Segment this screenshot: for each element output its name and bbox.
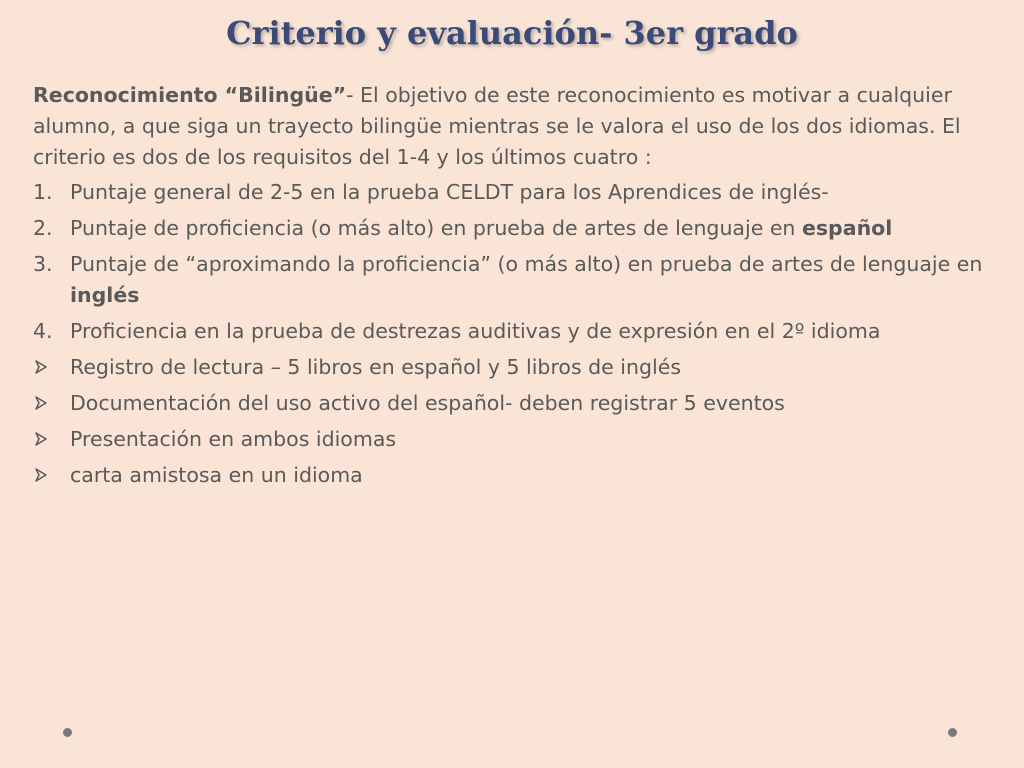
item-bold: inglés bbox=[70, 283, 140, 307]
arrow-bullet-icon bbox=[33, 460, 49, 492]
item-text: Documentación del uso activo del español- deben registrar 5 eventos bbox=[70, 391, 785, 415]
item-bold: español bbox=[801, 216, 893, 240]
numbered-item bbox=[33, 249, 983, 311]
intro-lead: Reconocimiento “Bilingüe” bbox=[33, 83, 347, 107]
intro-text: - El objetivo de este reconocimiento es motivar a cualquier alumno, a que siga un trayecto bilingüe mientras se le valora el uso de los dos idiomas. El criterio es dos de los requisitos del 1-4 y los últimos cuatro : bbox=[33, 83, 961, 169]
slide-title: Criterio y evaluación- 3er grado bbox=[226, 14, 798, 52]
item-number: 3. bbox=[33, 252, 53, 276]
item-text: carta amistosa en un idioma bbox=[70, 463, 363, 487]
item-text: Puntaje de proficiencia (o más alto) en prueba de artes de lenguaje en bbox=[70, 216, 802, 240]
item-text: Puntaje de “aproximando la proficiencia” (o más alto) en prueba de artes de lenguaje en bbox=[70, 252, 983, 276]
item-text: Proficiencia en la prueba de destrezas auditivas y de expresión en el 2º idioma bbox=[70, 319, 881, 343]
item-text: Registro de lectura – 5 libros en español y 5 libros de inglés bbox=[70, 355, 681, 379]
slide-body bbox=[33, 80, 983, 496]
numbered-item bbox=[33, 316, 983, 347]
arrow-bullet-icon bbox=[33, 352, 49, 384]
item-text: Presentación en ambos idiomas bbox=[70, 427, 397, 451]
bullet-item bbox=[33, 460, 983, 491]
decorative-dot-right bbox=[948, 728, 957, 737]
item-number: 1. bbox=[33, 180, 53, 204]
item-text: Puntaje general de 2-5 en la prueba CELDT para los Aprendices de inglés- bbox=[70, 180, 829, 204]
requirements-list bbox=[33, 177, 983, 491]
arrow-bullet-icon bbox=[33, 424, 49, 456]
numbered-item bbox=[33, 177, 983, 208]
bullet-item bbox=[33, 352, 983, 383]
bullet-item bbox=[33, 424, 983, 455]
item-number: 4. bbox=[33, 319, 53, 343]
item-number: 2. bbox=[33, 216, 53, 240]
arrow-bullet-icon bbox=[33, 388, 49, 420]
numbered-item bbox=[33, 213, 983, 244]
bullet-item bbox=[33, 388, 983, 419]
intro-paragraph bbox=[33, 80, 983, 173]
decorative-dot-left bbox=[63, 728, 72, 737]
